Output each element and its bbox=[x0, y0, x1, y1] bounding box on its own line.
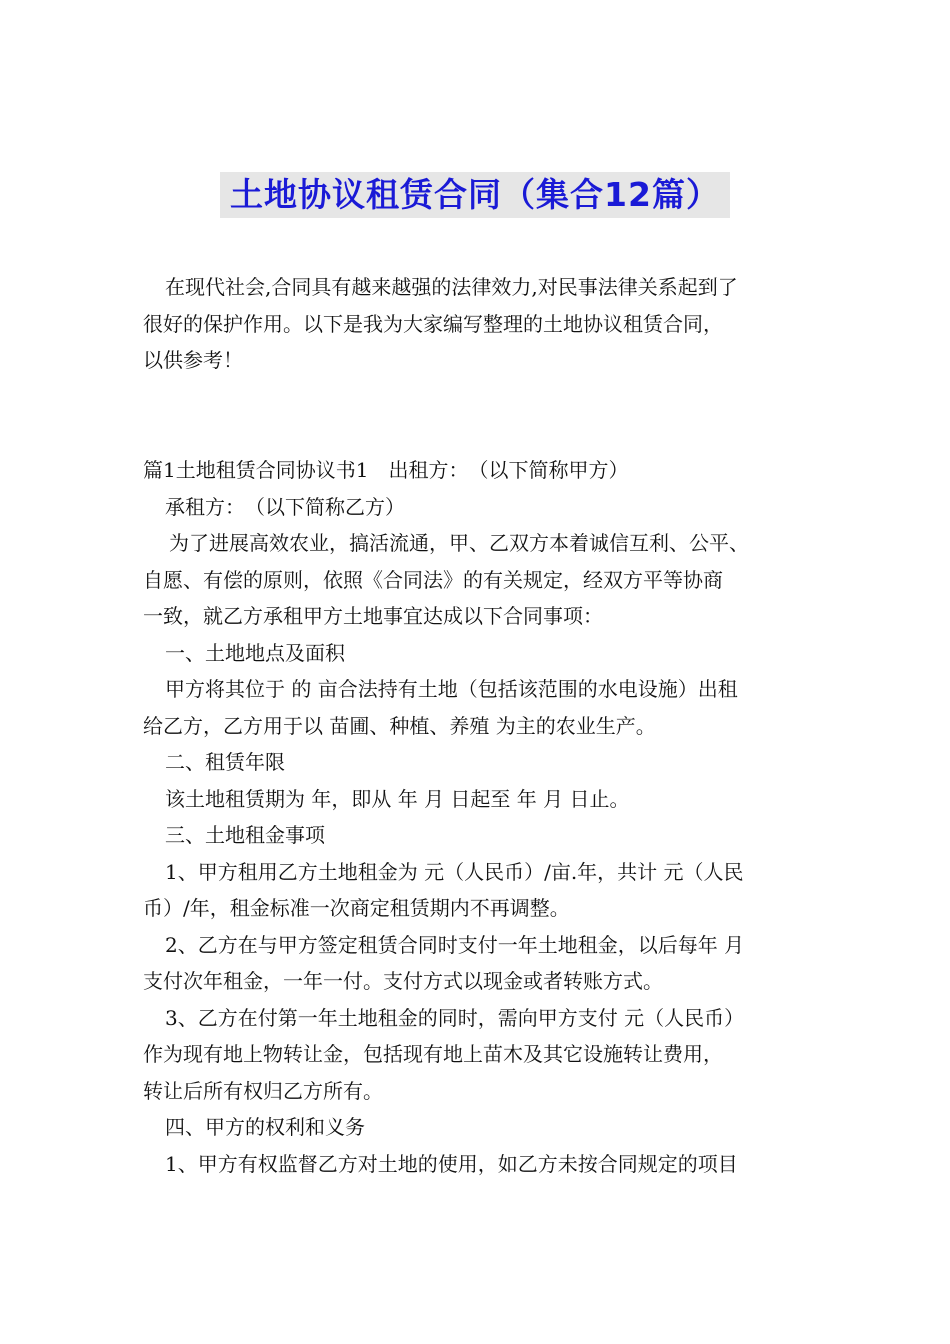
body-line: 作为现有地上物转让金，包括现有地上苗木及其它设施转让费用， bbox=[143, 1042, 723, 1066]
intro-line: 以供参考！ bbox=[143, 348, 243, 372]
clause-heading: 一、土地地点及面积 bbox=[165, 640, 345, 665]
clause-heading: 四、甲方的权利和义务 bbox=[165, 1115, 365, 1139]
body-line: 甲方将其位于 的 亩合法持有土地（包括该范围的水电设施）出租 bbox=[165, 677, 738, 701]
clause-heading: 三、土地租金事项 bbox=[165, 823, 325, 847]
body-line: 3、乙方在付第一年土地租金的同时，需向甲方支付 元（人民币） bbox=[165, 1005, 745, 1030]
body-line: 支付次年租金，一年一付。支付方式以现金或者转账方式。 bbox=[143, 969, 663, 993]
body-line: 给乙方，乙方用于以 苗圃、种植、养殖 为主的农业生产。 bbox=[143, 713, 656, 738]
intro-line: 在现代社会,合同具有越来越强的法律效力,对民事法律关系起到了 bbox=[165, 275, 738, 299]
intro-paragraph bbox=[143, 269, 815, 379]
contract-body bbox=[143, 452, 815, 1182]
body-line: 自愿、有偿的原则，依照《合同法》的有关规定，经双方平等协商 bbox=[143, 567, 723, 592]
document-title: 土地协议租赁合同（集合12篇） bbox=[220, 172, 730, 218]
intro-line: 很好的保护作用。以下是我为大家编写整理的土地协议租赁合同， bbox=[143, 311, 723, 336]
body-line: 币）/年，租金标准一次商定租赁期内不再调整。 bbox=[143, 896, 570, 920]
body-line: 一致，就乙方承租甲方土地事宜达成以下合同事项： bbox=[143, 604, 603, 628]
body-line: 转让后所有权归乙方所有。 bbox=[143, 1078, 383, 1103]
body-line: 1、甲方租用乙方土地租金为 元（人民币）/亩.年，共计 元（人民 bbox=[165, 859, 744, 884]
title-container bbox=[0, 172, 950, 218]
body-line: 2、乙方在与甲方签定租赁合同时支付一年土地租金，以后每年 月 bbox=[165, 932, 745, 957]
clause-heading: 二、租赁年限 bbox=[165, 750, 285, 774]
body-line: 该土地租赁期为 年，即从 年 月 日起至 年 月 日止。 bbox=[165, 786, 630, 811]
body-line: 为了进展高效农业，搞活流通，甲、乙双方本着诚信互利、公平、 bbox=[169, 531, 749, 555]
section-heading: 篇1土地租赁合同协议书1 出租方： （以下简称甲方） bbox=[143, 458, 629, 482]
body-line: 1、甲方有权监督乙方对土地的使用，如乙方未按合同规定的项目 bbox=[165, 1151, 738, 1176]
body-line: 承租方： （以下简称乙方） bbox=[165, 494, 405, 519]
